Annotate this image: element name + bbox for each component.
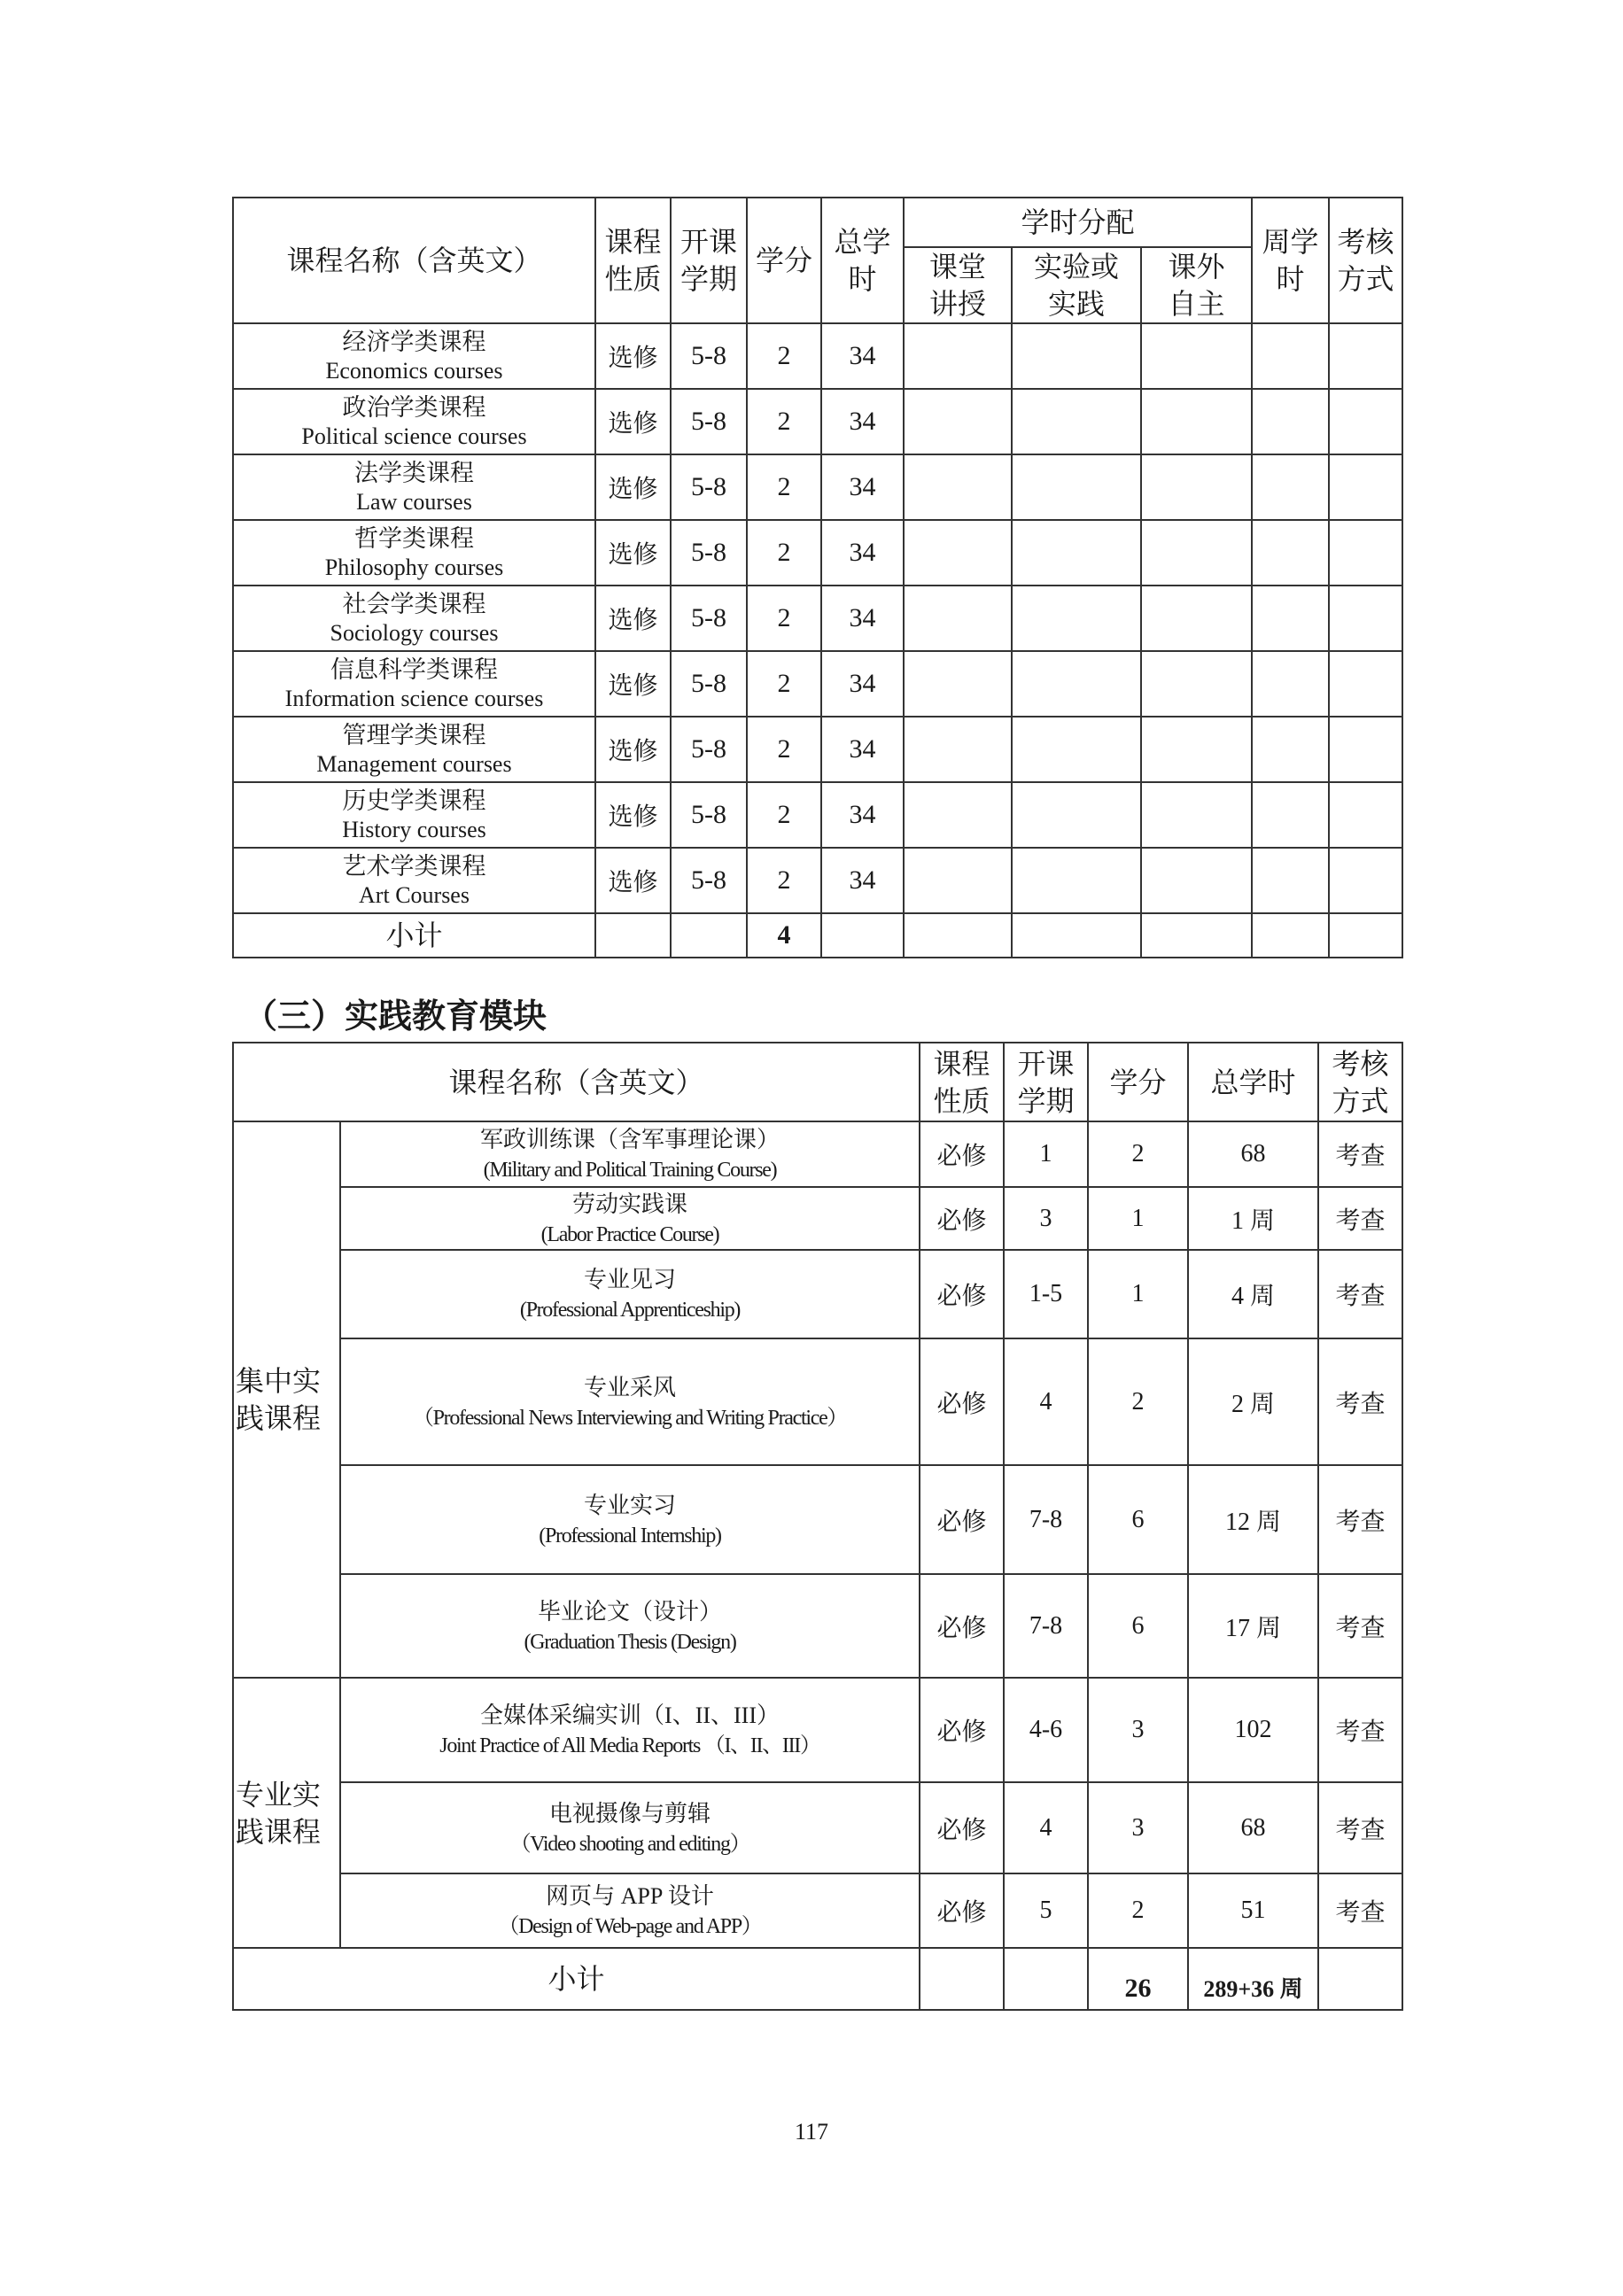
empty-cell bbox=[1012, 454, 1141, 520]
course-hours: 4 周 bbox=[1188, 1250, 1318, 1338]
subtotal-hours: 289+36 周 bbox=[1188, 1948, 1318, 2010]
course-credit: 2 bbox=[747, 520, 821, 586]
table-row bbox=[233, 1121, 1402, 1187]
group-label-line: 践课程 bbox=[236, 1402, 322, 1434]
empty-cell bbox=[904, 454, 1012, 520]
course-credit: 1 bbox=[1088, 1250, 1188, 1338]
course-name-en: Art Courses bbox=[359, 882, 470, 908]
course-nature: 必修 bbox=[920, 1338, 1004, 1465]
course-hours: 2 周 bbox=[1188, 1338, 1318, 1465]
course-credit: 6 bbox=[1088, 1574, 1188, 1678]
empty-cell bbox=[904, 782, 1012, 848]
table-row bbox=[233, 1465, 1402, 1574]
course-hours: 34 bbox=[821, 520, 904, 586]
course-name-cn: 全媒体采编实训（I、II、III） bbox=[480, 1703, 780, 1728]
empty-cell bbox=[1329, 717, 1402, 782]
course-hours: 34 bbox=[821, 782, 904, 848]
empty-cell bbox=[1252, 848, 1329, 913]
course-hours: 34 bbox=[821, 586, 904, 651]
course-name-cn: 历史学类课程 bbox=[342, 787, 486, 814]
course-name-en: Sociology courses bbox=[330, 620, 499, 646]
group-label-line: 践课程 bbox=[236, 1815, 322, 1848]
course-credit: 2 bbox=[747, 848, 821, 913]
section-heading: （三）实践教育模块 bbox=[244, 997, 547, 1036]
empty-cell bbox=[1252, 586, 1329, 651]
course-credit: 2 bbox=[747, 389, 821, 454]
course-nature: 选修 bbox=[595, 323, 671, 389]
course-nature: 选修 bbox=[595, 454, 671, 520]
course-hours: 68 bbox=[1188, 1121, 1318, 1187]
empty-cell bbox=[1141, 782, 1252, 848]
course-name-cell bbox=[340, 1465, 920, 1574]
course-name-cn: 哲学类课程 bbox=[354, 525, 474, 552]
course-name-en: History courses bbox=[342, 817, 486, 842]
empty-cell bbox=[1012, 520, 1141, 586]
course-hours: 68 bbox=[1188, 1782, 1318, 1873]
empty-cell bbox=[1329, 454, 1402, 520]
course-hours: 17 周 bbox=[1188, 1574, 1318, 1678]
subtotal-label: 小计 bbox=[233, 1948, 920, 2010]
course-hours: 12 周 bbox=[1188, 1465, 1318, 1574]
course-term: 3 bbox=[1004, 1187, 1088, 1250]
subtotal-credit: 4 bbox=[747, 913, 821, 958]
course-nature: 选修 bbox=[595, 782, 671, 848]
group-label-line: 集中实 bbox=[236, 1365, 322, 1397]
course-name-en: (Labor Practice Course) bbox=[540, 1222, 719, 1246]
course-term: 7-8 bbox=[1004, 1574, 1088, 1678]
empty-cell bbox=[1252, 717, 1329, 782]
course-credit: 2 bbox=[1088, 1338, 1188, 1465]
course-name-cn: 法学类课程 bbox=[354, 460, 474, 486]
course-name-cell bbox=[340, 1782, 920, 1873]
table-row bbox=[233, 1187, 1402, 1250]
empty-cell bbox=[1329, 389, 1402, 454]
course-hours: 34 bbox=[821, 848, 904, 913]
exam-method: 考查 bbox=[1318, 1121, 1402, 1187]
course-name-en: Management courses bbox=[316, 751, 512, 777]
course-name-cn: 毕业论文（设计） bbox=[538, 1598, 723, 1625]
empty-cell bbox=[1329, 782, 1402, 848]
exam-method: 考查 bbox=[1318, 1873, 1402, 1948]
course-name-cell bbox=[233, 782, 595, 848]
page-number: 117 bbox=[794, 2119, 829, 2145]
course-name-en: Political science courses bbox=[301, 423, 527, 449]
course-name-cn: 管理学类课程 bbox=[342, 722, 486, 749]
header-weekly-hours: 周学 时 bbox=[1252, 198, 1329, 323]
table-row bbox=[233, 520, 1402, 586]
header-total-hours: 总学 时 bbox=[821, 198, 904, 323]
course-credit: 2 bbox=[1088, 1121, 1188, 1187]
course-nature: 选修 bbox=[595, 389, 671, 454]
empty-cell bbox=[1012, 717, 1141, 782]
course-name-cn: 军政训练课（含军事理论课） bbox=[480, 1127, 780, 1152]
course-credit: 3 bbox=[1088, 1678, 1188, 1782]
course-hours: 102 bbox=[1188, 1678, 1318, 1782]
empty-cell bbox=[1329, 520, 1402, 586]
course-term: 4-6 bbox=[1004, 1678, 1088, 1782]
course-name-en: （Design of Web-page and APP） bbox=[498, 1915, 762, 1938]
empty-cell bbox=[1012, 586, 1141, 651]
course-credit: 2 bbox=[747, 651, 821, 717]
course-name-cell bbox=[340, 1250, 920, 1338]
course-name-cell bbox=[340, 1574, 920, 1678]
course-name-en: (Graduation Thesis (Design) bbox=[524, 1630, 736, 1654]
header-credit: 学分 bbox=[747, 198, 821, 323]
exam-method: 考查 bbox=[1318, 1338, 1402, 1465]
empty-cell bbox=[1329, 323, 1402, 389]
course-name-cell bbox=[340, 1678, 920, 1782]
subtotal-row bbox=[233, 1948, 1402, 2010]
course-name-en: Information science courses bbox=[284, 686, 544, 711]
course-name-cell bbox=[233, 586, 595, 651]
course-credit: 2 bbox=[747, 454, 821, 520]
course-term: 5-8 bbox=[671, 323, 747, 389]
table-row bbox=[233, 323, 1402, 389]
course-name-cell bbox=[340, 1338, 920, 1465]
table-row bbox=[233, 1338, 1402, 1465]
empty-cell bbox=[1012, 848, 1141, 913]
course-nature: 必修 bbox=[920, 1187, 1004, 1250]
course-name-cn: 艺术学类课程 bbox=[342, 853, 486, 880]
exam-method: 考查 bbox=[1318, 1574, 1402, 1678]
course-hours: 34 bbox=[821, 454, 904, 520]
course-name-cell bbox=[340, 1121, 920, 1187]
course-hours: 34 bbox=[821, 389, 904, 454]
empty-cell bbox=[904, 848, 1012, 913]
header-exam-method: 考核 方式 bbox=[1329, 198, 1402, 323]
table-row bbox=[233, 782, 1402, 848]
course-hours: 34 bbox=[821, 651, 904, 717]
exam-method: 考查 bbox=[1318, 1465, 1402, 1574]
empty-cell bbox=[1329, 586, 1402, 651]
group-label bbox=[233, 1121, 340, 1678]
course-name-cell bbox=[233, 520, 595, 586]
course-term: 7-8 bbox=[1004, 1465, 1088, 1574]
course-name-cell bbox=[233, 717, 595, 782]
course-credit: 2 bbox=[747, 782, 821, 848]
table-row bbox=[233, 717, 1402, 782]
header-course-name: 课程名称（含英文） bbox=[233, 1043, 920, 1121]
empty-cell bbox=[904, 389, 1012, 454]
course-name-en: Economics courses bbox=[325, 358, 503, 384]
empty-cell bbox=[1012, 323, 1141, 389]
exam-method: 考查 bbox=[1318, 1187, 1402, 1250]
table-row bbox=[233, 586, 1402, 651]
course-term: 5-8 bbox=[671, 782, 747, 848]
empty-cell bbox=[904, 651, 1012, 717]
course-hours: 51 bbox=[1188, 1873, 1318, 1948]
exam-method: 考查 bbox=[1318, 1782, 1402, 1873]
course-nature: 必修 bbox=[920, 1782, 1004, 1873]
course-hours: 34 bbox=[821, 323, 904, 389]
header-term: 开课 学期 bbox=[671, 198, 747, 323]
course-term: 5-8 bbox=[671, 717, 747, 782]
empty-cell bbox=[904, 323, 1012, 389]
empty-cell bbox=[1141, 848, 1252, 913]
course-nature: 选修 bbox=[595, 848, 671, 913]
course-name-en: (Military and Political Training Course) bbox=[483, 1159, 777, 1182]
elective-courses-table bbox=[232, 197, 1403, 958]
exam-method: 考查 bbox=[1318, 1250, 1402, 1338]
course-name-en: （Professional News Interviewing and Writing Practice） bbox=[412, 1406, 848, 1430]
header-lab-practice: 实验或 实践 bbox=[1012, 247, 1141, 323]
course-name-cn: 电视摄像与剪辑 bbox=[549, 1800, 711, 1827]
empty-cell bbox=[1252, 323, 1329, 389]
course-nature: 必修 bbox=[920, 1121, 1004, 1187]
course-credit: 6 bbox=[1088, 1465, 1188, 1574]
course-term: 5-8 bbox=[671, 389, 747, 454]
empty-cell bbox=[1252, 651, 1329, 717]
empty-cell bbox=[904, 520, 1012, 586]
header-course-name: 课程名称（含英文） bbox=[233, 198, 595, 323]
header-total-hours: 总学时 bbox=[1188, 1043, 1318, 1121]
table-row bbox=[233, 1873, 1402, 1948]
empty-cell bbox=[1252, 782, 1329, 848]
header-lecture: 课堂 讲授 bbox=[904, 247, 1012, 323]
empty-cell bbox=[904, 586, 1012, 651]
table-row bbox=[233, 848, 1402, 913]
course-term: 5-8 bbox=[671, 651, 747, 717]
course-name-cn: 网页与 APP 设计 bbox=[546, 1883, 714, 1909]
course-name-cn: 专业采风 bbox=[584, 1374, 677, 1400]
empty-cell bbox=[1012, 651, 1141, 717]
course-hours: 1 周 bbox=[1188, 1187, 1318, 1250]
table-row bbox=[233, 651, 1402, 717]
empty-cell bbox=[1141, 520, 1252, 586]
empty-cell bbox=[1012, 782, 1141, 848]
course-name-en: Philosophy courses bbox=[324, 555, 504, 580]
course-credit: 2 bbox=[747, 323, 821, 389]
course-nature: 必修 bbox=[920, 1465, 1004, 1574]
table-row bbox=[233, 1678, 1402, 1782]
course-nature: 必修 bbox=[920, 1873, 1004, 1948]
course-name-cell bbox=[233, 848, 595, 913]
course-nature: 必修 bbox=[920, 1678, 1004, 1782]
course-term: 5 bbox=[1004, 1873, 1088, 1948]
empty-cell bbox=[1252, 454, 1329, 520]
subtotal-label: 小计 bbox=[233, 913, 595, 958]
header-hour-allocation: 学时分配 bbox=[904, 198, 1252, 247]
empty-cell bbox=[1141, 389, 1252, 454]
course-hours: 34 bbox=[821, 717, 904, 782]
course-name-en: Law courses bbox=[356, 489, 472, 515]
course-name-cell bbox=[233, 323, 595, 389]
table-row bbox=[233, 389, 1402, 454]
course-name-cell bbox=[233, 389, 595, 454]
practice-courses-table bbox=[232, 1042, 1403, 2011]
empty-cell bbox=[1141, 323, 1252, 389]
empty-cell bbox=[1141, 651, 1252, 717]
header-term: 开课 学期 bbox=[1004, 1043, 1088, 1121]
course-term: 1-5 bbox=[1004, 1250, 1088, 1338]
course-nature: 选修 bbox=[595, 586, 671, 651]
course-term: 1 bbox=[1004, 1121, 1088, 1187]
course-term: 5-8 bbox=[671, 520, 747, 586]
course-credit: 3 bbox=[1088, 1782, 1188, 1873]
course-name-cn: 信息科学类课程 bbox=[330, 656, 498, 683]
course-name-en: (Professional Apprenticeship) bbox=[519, 1299, 741, 1322]
course-name-en: (Professional Internship) bbox=[539, 1524, 721, 1547]
header-course-nature: 课程 性质 bbox=[595, 198, 671, 323]
course-name-en: （Video shooting and editing） bbox=[509, 1832, 750, 1856]
course-name-cell bbox=[233, 454, 595, 520]
course-term: 5-8 bbox=[671, 454, 747, 520]
course-term: 4 bbox=[1004, 1338, 1088, 1465]
empty-cell bbox=[1141, 454, 1252, 520]
course-name-cell bbox=[340, 1873, 920, 1948]
course-name-cn: 政治学类课程 bbox=[342, 394, 486, 421]
course-name-en: Joint Practice of All Media Reports （I、II、III） bbox=[439, 1734, 820, 1757]
subtotal-row bbox=[233, 913, 1402, 958]
empty-cell bbox=[1141, 586, 1252, 651]
course-nature: 选修 bbox=[595, 717, 671, 782]
course-term: 5-8 bbox=[671, 586, 747, 651]
course-name-cn: 专业实习 bbox=[584, 1492, 677, 1518]
group-label-line: 专业实 bbox=[236, 1778, 322, 1811]
empty-cell bbox=[1012, 389, 1141, 454]
course-name-cell bbox=[340, 1187, 920, 1250]
header-exam-method: 考核 方式 bbox=[1318, 1043, 1402, 1121]
table-row bbox=[233, 1782, 1402, 1873]
exam-method: 考查 bbox=[1318, 1678, 1402, 1782]
subtotal-credit: 26 bbox=[1088, 1948, 1188, 2010]
course-credit: 2 bbox=[1088, 1873, 1188, 1948]
course-nature: 必修 bbox=[920, 1574, 1004, 1678]
course-term: 4 bbox=[1004, 1782, 1088, 1873]
table-row bbox=[233, 1250, 1402, 1338]
course-nature: 选修 bbox=[595, 520, 671, 586]
empty-cell bbox=[904, 717, 1012, 782]
course-credit: 1 bbox=[1088, 1187, 1188, 1250]
empty-cell bbox=[1141, 717, 1252, 782]
empty-cell bbox=[1252, 389, 1329, 454]
header-self-study: 课外 自主 bbox=[1141, 247, 1252, 323]
course-nature: 选修 bbox=[595, 651, 671, 717]
course-name-cn: 专业见习 bbox=[584, 1267, 677, 1292]
course-name-cn: 社会学类课程 bbox=[342, 591, 486, 617]
empty-cell bbox=[1252, 520, 1329, 586]
course-name-cn: 劳动实践课 bbox=[572, 1191, 688, 1217]
table-row bbox=[233, 1574, 1402, 1678]
course-credit: 2 bbox=[747, 717, 821, 782]
course-nature: 必修 bbox=[920, 1250, 1004, 1338]
course-credit: 2 bbox=[747, 586, 821, 651]
empty-cell bbox=[1329, 651, 1402, 717]
header-credit: 学分 bbox=[1088, 1043, 1188, 1121]
empty-cell bbox=[1329, 848, 1402, 913]
course-term: 5-8 bbox=[671, 848, 747, 913]
header-course-nature: 课程 性质 bbox=[920, 1043, 1004, 1121]
course-name-cell bbox=[233, 651, 595, 717]
course-name-cn: 经济学类课程 bbox=[342, 329, 486, 355]
group-label bbox=[233, 1678, 340, 1948]
table-row bbox=[233, 454, 1402, 520]
